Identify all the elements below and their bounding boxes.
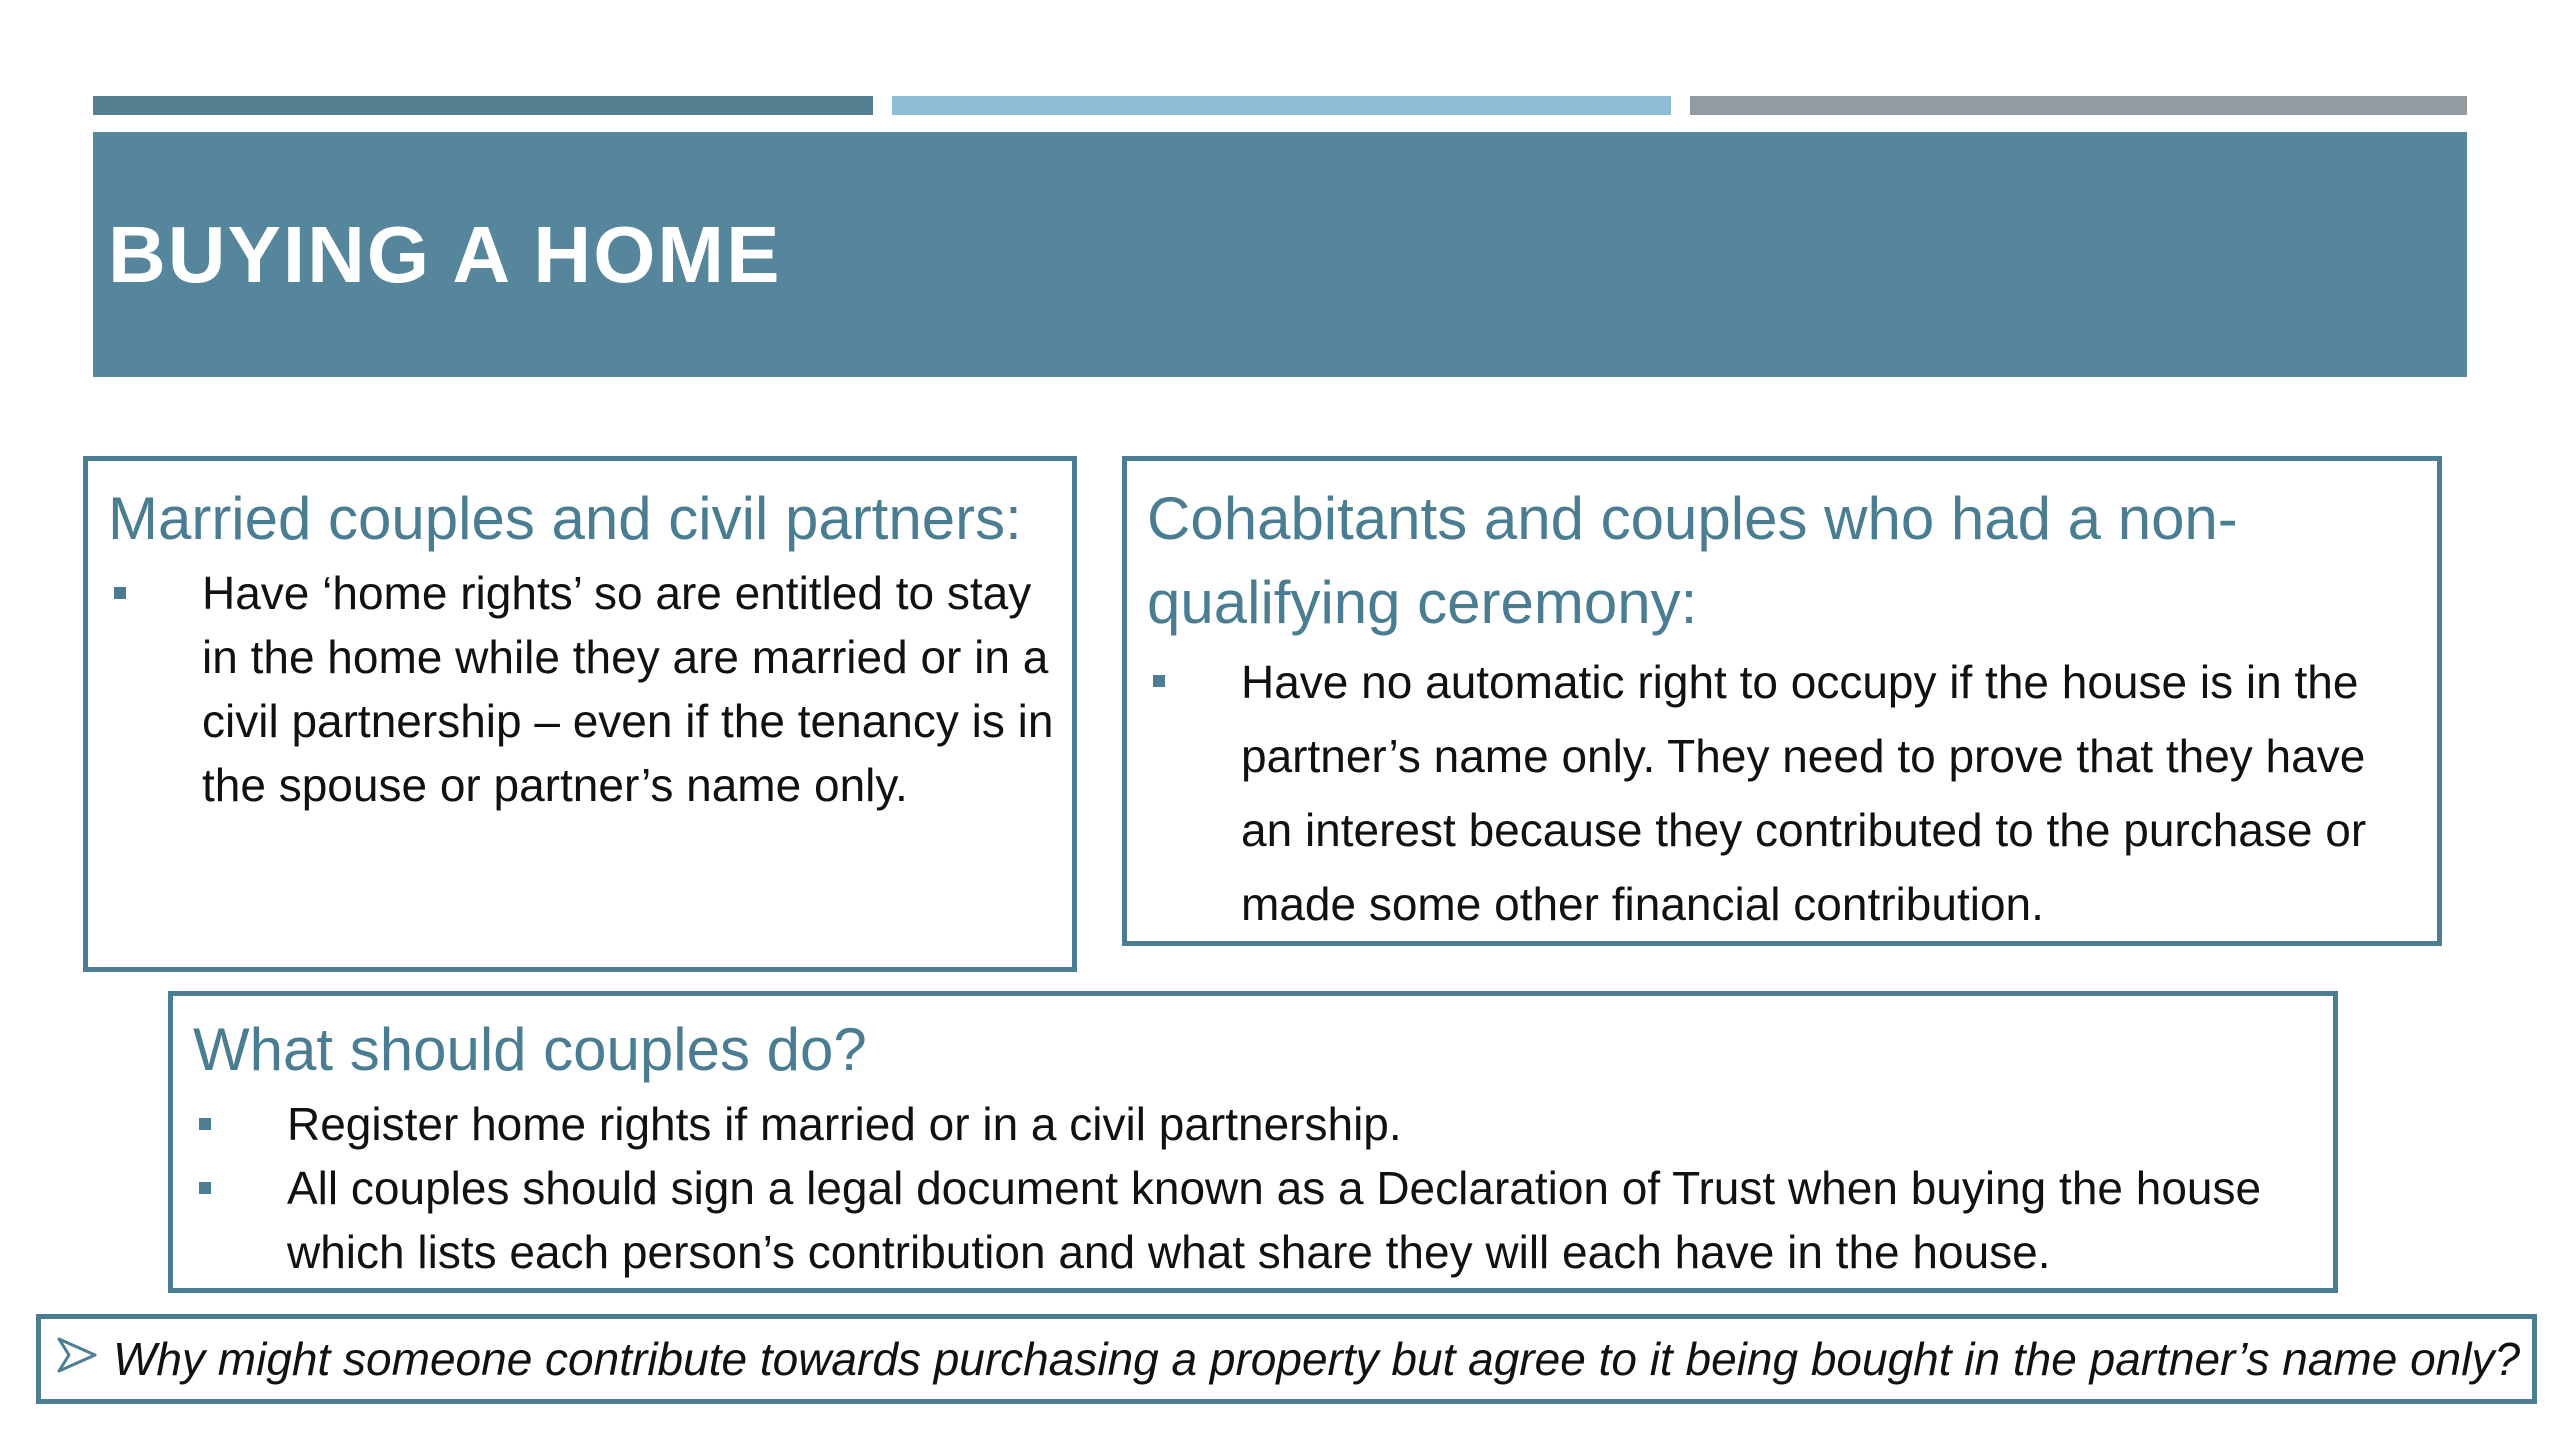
square-bullet-icon [1153, 675, 1165, 687]
square-bullet-icon [114, 587, 126, 599]
list-item [193, 1092, 2317, 1156]
what-should-couples-do-list [193, 1092, 2317, 1284]
married-couples-box [83, 456, 1077, 972]
cohabitants-heading: Cohabitants and couples who had a non-qualifying ceremony: [1147, 485, 2238, 636]
square-bullet-icon [199, 1182, 211, 1194]
square-bullet-icon [199, 1118, 211, 1130]
bullet-text: Have ‘home rights’ so are entitled to stay in the home while they are married or in a civil partnership – even if the tenancy is in the spouse or partner’s name only. [202, 567, 1054, 811]
slide-title: BUYING A HOME [108, 209, 782, 299]
accent-bar-gray [1690, 96, 2467, 115]
cohabitants-list [1147, 645, 2421, 941]
arrow-right-icon-svg [57, 1337, 97, 1373]
bullet-text: All couples should sign a legal document known as a Declaration of Trust when buying the house which lists each person’s contribution and what share they will each have in the house. [287, 1162, 2262, 1278]
discussion-question-box [36, 1314, 2537, 1404]
married-couples-list [108, 561, 1056, 817]
married-couples-heading: Married couples and civil partners: [108, 485, 1022, 552]
bullet-text: Have no automatic right to occupy if the house is in the partner’s name only. They need to prove that they have an interest because they contributed to the purchase or made some other financial contribution. [1241, 656, 2367, 930]
discussion-question-text: Why might someone contribute towards purchasing a property but agree to it being bought in the partner’s name only? [113, 1333, 2521, 1385]
list-item [108, 561, 1056, 817]
list-item [193, 1156, 2317, 1284]
what-should-couples-do-heading: What should couples do? [193, 1016, 867, 1083]
title-band [93, 132, 2467, 377]
accent-bar-dark [93, 96, 873, 115]
bullet-text: Register home rights if married or in a civil partnership. [287, 1098, 1402, 1150]
cohabitants-box [1122, 456, 2442, 946]
accent-bar-light [892, 96, 1671, 115]
what-should-couples-do-box [168, 991, 2338, 1293]
list-item [1147, 645, 2421, 941]
arrow-right-icon [57, 1334, 113, 1384]
